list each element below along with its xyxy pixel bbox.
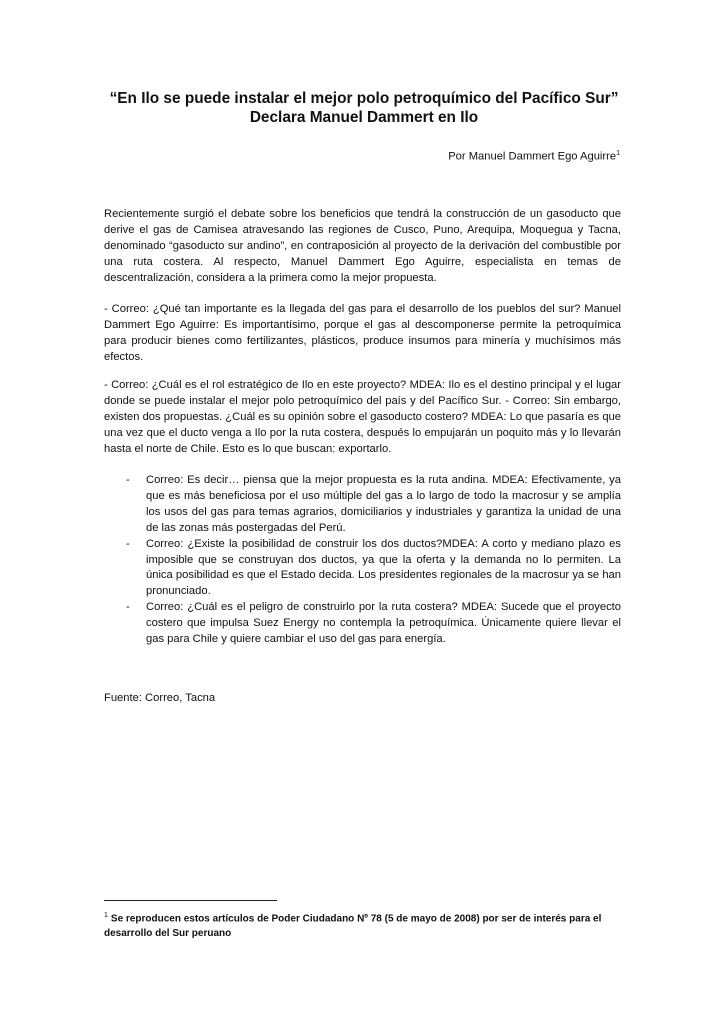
footnote [104,908,621,941]
list-item [104,473,621,537]
list-item-text: Correo: Es decir… piensa que la mejor propuesta es la ruta andina. MDEA: Efectivamente, ya que es más beneficiosa por el uso múltiple del gas a lo largo de todo la macrosur y se amplía los usos del gas para temas agrarios, domiciliarios y industriales y garantiza la unidad de una de las zonas más postergadas del Perú. [146,474,621,534]
list-item-text: Correo: ¿Existe la posibilidad de construir los dos ductos?MDEA: A corto y mediano plazo es imposible que se construyan dos ductos, ya que la oferta y la demanda no lo permiten. La única posibilidad es que el Estado decida. Los presidentes regionales de la macrosur ya se han pronunciado. [146,537,621,598]
byline-footnote-mark: 1 [616,150,620,157]
footnote-divider [104,900,277,901]
source-line: Fuente: Correo, Tacna [104,692,216,704]
list-bullet: - [126,474,130,486]
footnote-text: Se reproducen estos artículos de Poder Ciudadano Nº 78 (5 de mayo de 2008) por ser de interés para el desarrollo del Sur peruano [104,913,602,940]
list-bullet: - [126,537,130,550]
intro-paragraph: Recientemente surgió el debate sobre los beneficios que tendrá la construcción de un gasoducto que derive el gas de Camisea atravesando las regiones de Cusco, Puno, Arequipa, Moquegua y Tacna, denominado “gasoducto sur andino”, en contraposición al proyecto de la derivación del combustible por una ruta costera. Al respecto, Manuel Dammert Ego Aguirre, especialista en temas de descentralización, considera a la primera como la mejor propuesta. [104,208,621,284]
article-title: “En Ilo se puede instalar el mejor polo petroquímico del Pacífico Sur” Declara Manuel Dammert en Ilo [109,90,619,126]
byline [448,147,620,164]
interview-list [104,473,621,648]
byline-author: Por Manuel Dammert Ego Aguirre [448,150,617,163]
interview-paragraph-2: - Correo: ¿Cuál es el rol estratégico de Ilo en este proyecto? MDEA: Ilo es el destino principal y el lugar donde se puede instalar el mejor polo petroquímico del país y del Pacífico Sur. - Correo: Sin embargo, existen dos propuestas. ¿Cuál es su opinión sobre el gasoducto costero? MDEA: Lo que pasaría es que una vez que el ducto venga a Ilo por la ruta costera, después lo empujarán un poquito más y lo llevarán hasta el norte de Chile. Esto es lo que buscan: exportarlo. [104,379,621,455]
list-item [104,600,621,648]
list-item-text: Correo: ¿Cuál es el peligro de construirlo por la ruta costera? MDEA: Sucede que el proyecto costero que impulsa Suez Energy no contempla la petroquímica. Únicamente quiere llevar el gas para Chile y quiere cambiar el uso del gas para energía. [146,601,621,646]
list-bullet: - [126,601,130,614]
interview-paragraph-1: - Correo: ¿Qué tan importante es la llegada del gas para el desarrollo de los pueblos del sur? Manuel Dammert Ego Aguirre: Es importantísimo, porque el gas al descomponerse permite la petroquímica para producir bienes como fertilizantes, plásticos, produce insumos para minería y muchísimos más efectos. [104,303,621,363]
list-item [104,537,621,601]
footnote-mark: 1 [104,912,108,919]
